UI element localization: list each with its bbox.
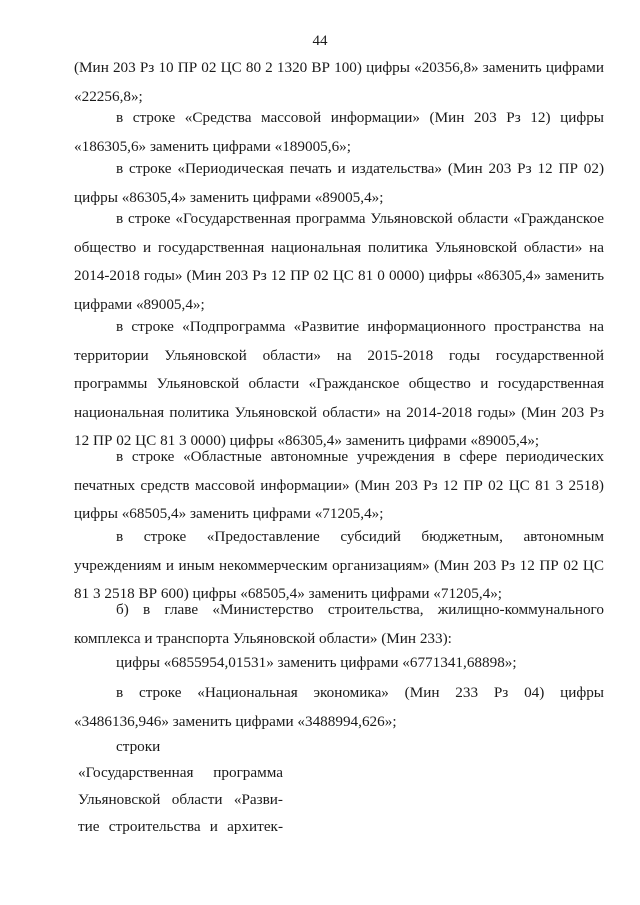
paragraph-mass-media: в строке «Средства массовой информации» (Мин 203 Рз 12) цифры «186305,6» заменить цифрами «189005,6»; bbox=[74, 109, 604, 155]
paragraph-continuation: (Мин 203 Рз 10 ПР 02 ЦС 80 2 1320 ВР 100) цифры «20356,8» заменить цифрами «22256,8»; bbox=[74, 59, 604, 105]
table-cell-program-name bbox=[78, 759, 283, 840]
paragraph-national-economy: в строке «Национальная экономика» (Мин 233 Рз 04) цифры «3486136,946» заменить цифрами «3488994,626»; bbox=[74, 684, 604, 730]
paragraph-digits: цифры «6855954,01531» заменить цифрами «6771341,68898»; bbox=[116, 654, 517, 671]
paragraph-ministry-construction: б) в главе «Министерство строительства, жилищно-коммунального комплекса и транспорта Ульяновской области» (Мин 233): bbox=[74, 601, 604, 647]
table-cell-line: Ульяновской области «Разви- bbox=[78, 791, 283, 808]
paragraph-autonomous-institutions: в строке «Областные автономные учреждения в сфере периодических печатных средств массовой информации» (Мин 203 Рз 12 ПР 02 ЦС 81 3 2518) цифры «68505,4» заменить цифрами «71205,4»; bbox=[74, 448, 604, 523]
page-number: 44 bbox=[312, 33, 328, 49]
table-cell-line: «Государственная программа bbox=[78, 764, 283, 781]
label-strings: строки bbox=[116, 738, 161, 755]
paragraph-subprogram: в строке «Подпрограмма «Развитие информационного пространства на территории Ульяновской области» на 2015-2018 годы государственной программы Ульяновской области «Гражданское общество и государственная национальная политика Ульяновской области» на 2014-2018 годы» (Мин 203 Рз 12 ПР 02 ЦС 81 3 0000) цифры «86305,4» заменить цифрами «89005,4»; bbox=[74, 318, 604, 450]
paragraph-state-program: в строке «Государственная программа Ульяновской области «Гражданское общество и государственная национальная политика Ульяновской области» на 2014-2018 годы» (Мин 203 Рз 12 ПР 02 ЦС 81 0 0000) цифры «86305,4» заменить цифрами «89005,4»; bbox=[74, 210, 604, 313]
table-cell-line: тие строительства и архитек- bbox=[78, 818, 283, 835]
paragraph-subsidies: в строке «Предоставление субсидий бюджетным, автономным учреждениям и иным некоммерческим организациям» (Мин 203 Рз 12 ПР 02 ЦС 81 3 2518 ВР 600) цифры «68505,4» заменить цифрами «71205,4»; bbox=[74, 528, 604, 603]
paragraph-periodicals: в строке «Периодическая печать и издательства» (Мин 203 Рз 12 ПР 02) цифры «86305,4» заменить цифрами «89005,4»; bbox=[74, 160, 604, 206]
